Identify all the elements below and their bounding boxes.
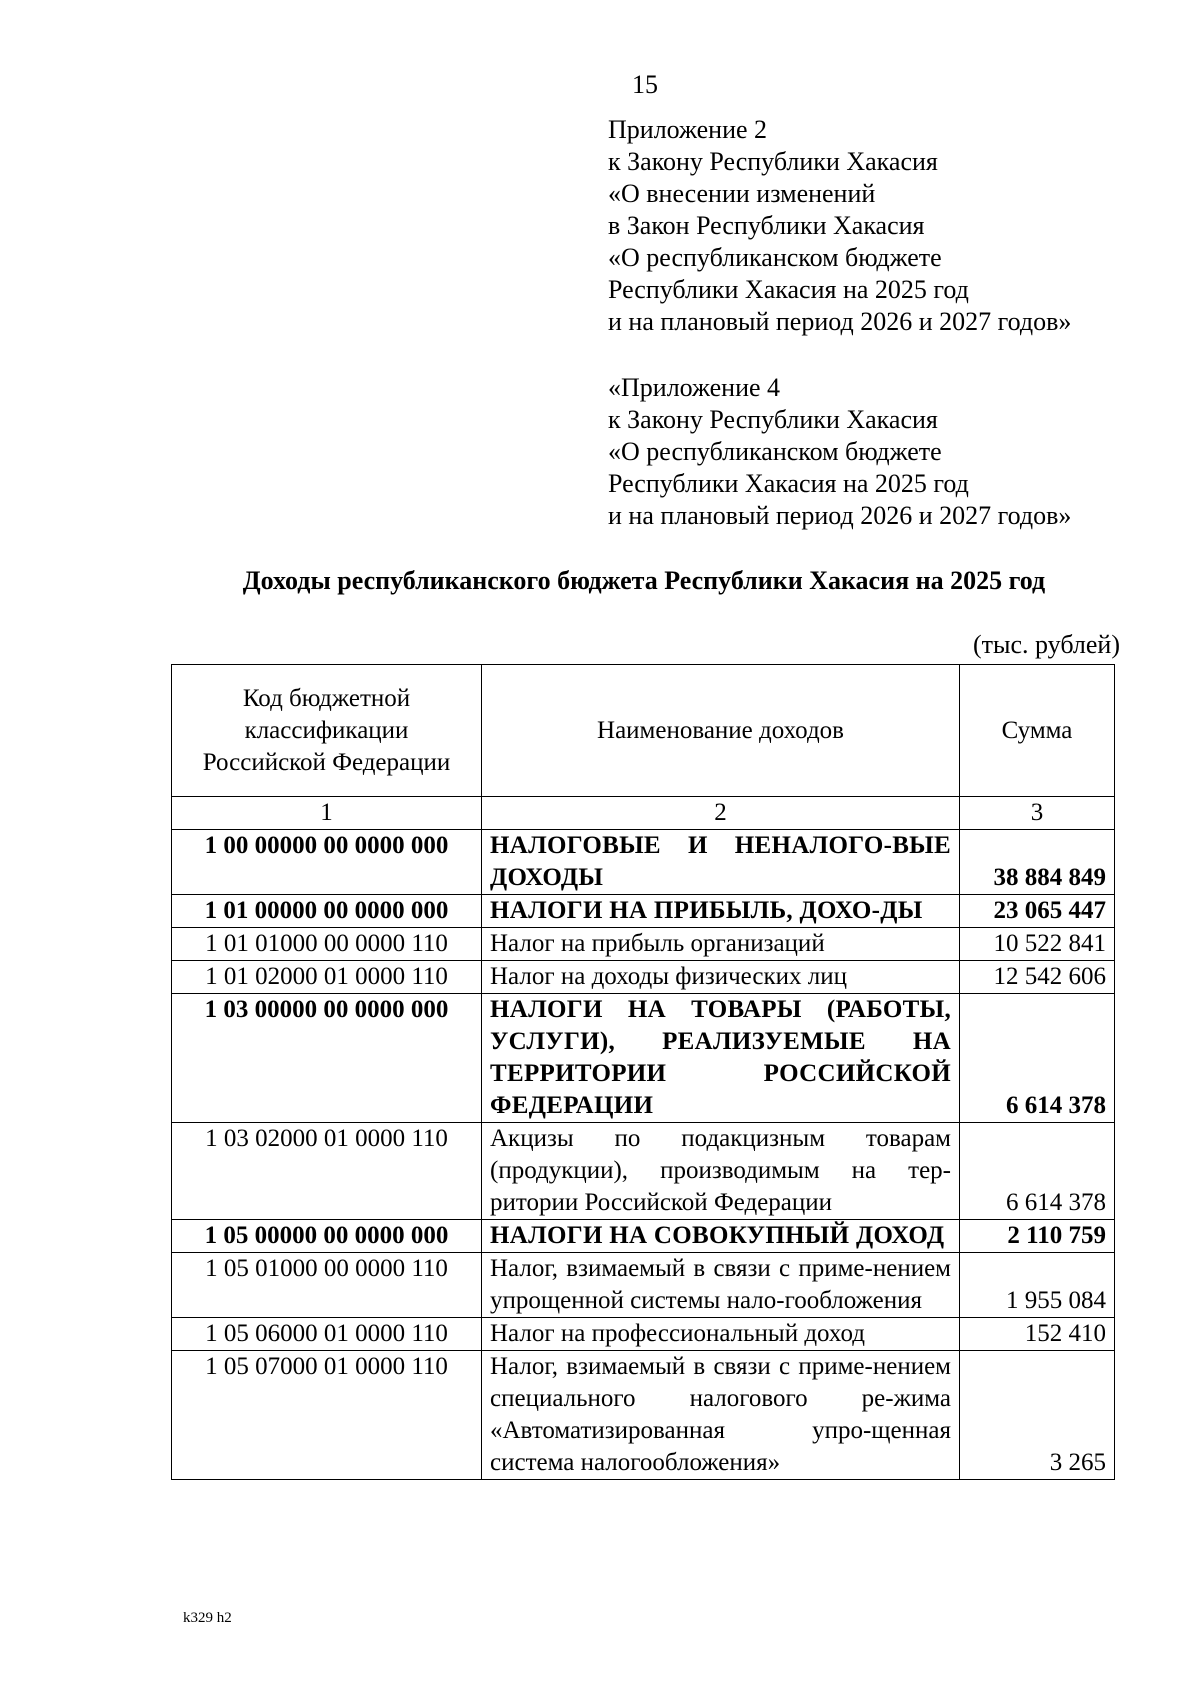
appendix-line: «О республиканском бюджете <box>608 243 942 272</box>
appendix-line: Республики Хакасия на 2025 год <box>608 469 969 498</box>
cell-name: НАЛОГИ НА СОВОКУПНЫЙ ДОХОД <box>482 1220 960 1253</box>
document-title: Доходы республиканского бюджета Республики Хакасия на 2025 год <box>242 566 1046 595</box>
table-row <box>172 1123 1115 1220</box>
appendix-line: и на плановый период 2026 и 2027 годов» <box>608 307 1072 336</box>
appendix-line: к Закону Республики Хакасия <box>608 147 938 176</box>
cell-amount: 2 110 759 <box>960 1220 1115 1253</box>
table-row <box>172 961 1115 994</box>
cell-code: 1 01 01000 00 0000 110 <box>172 928 482 961</box>
page-number: 15 <box>632 70 658 99</box>
column-number: 1 <box>172 797 482 830</box>
appendix-line: «О внесении изменений <box>608 179 876 208</box>
cell-amount: 3 265 <box>960 1351 1115 1480</box>
cell-name: Налог, взимаемый в связи с приме-нением упрощенной системы нало-гообложения <box>482 1253 960 1318</box>
column-number-row <box>172 797 1115 830</box>
appendix-line: и на плановый период 2026 и 2027 годов» <box>608 501 1072 530</box>
appendix-header <box>608 114 1071 338</box>
cell-code: 1 01 02000 01 0000 110 <box>172 961 482 994</box>
appendix-line: Приложение 2 <box>608 115 768 144</box>
cell-amount: 12 542 606 <box>960 961 1115 994</box>
units-label: (тыс. рублей) <box>972 630 1120 659</box>
appendix-line: Республики Хакасия на 2025 год <box>608 275 969 304</box>
column-number: 3 <box>960 797 1115 830</box>
cell-code: 1 01 00000 00 0000 000 <box>172 895 482 928</box>
cell-code: 1 05 07000 01 0000 110 <box>172 1351 482 1480</box>
cell-name: НАЛОГИ НА ТОВАРЫ (РАБОТЫ, УСЛУГИ), РЕАЛИЗУЕМЫЕ НА ТЕРРИТОРИИ РОССИЙСКОЙ ФЕДЕРАЦИИ <box>482 994 960 1123</box>
cell-name: Налог на доходы физических лиц <box>482 961 960 994</box>
table-row <box>172 830 1115 895</box>
cell-code: 1 03 02000 01 0000 110 <box>172 1123 482 1220</box>
cell-amount: 1 955 084 <box>960 1253 1115 1318</box>
cell-code: 1 05 06000 01 0000 110 <box>172 1318 482 1351</box>
appendix-line: «Приложение 4 <box>608 373 781 402</box>
cell-amount: 6 614 378 <box>960 994 1115 1123</box>
header-amount: Сумма <box>960 665 1115 797</box>
table-row <box>172 994 1115 1123</box>
footer-code: k329 h2 <box>183 1610 232 1626</box>
cell-name: НАЛОГИ НА ПРИБЫЛЬ, ДОХО-ДЫ <box>482 895 960 928</box>
table-row <box>172 1220 1115 1253</box>
table-body <box>172 830 1115 1480</box>
appendix-line: к Закону Республики Хакасия <box>608 405 938 434</box>
table-row <box>172 1253 1115 1318</box>
cell-name: Налог, взимаемый в связи с приме-нением специального налогового ре-жима «Автоматизированная упро-щенная система налогообложения» <box>482 1351 960 1480</box>
table-row <box>172 1351 1115 1480</box>
cell-name: НАЛОГОВЫЕ И НЕНАЛОГО-ВЫЕ ДОХОДЫ <box>482 830 960 895</box>
appendix-line: в Закон Республики Хакасия <box>608 211 925 240</box>
cell-name: Акцизы по подакцизным товарам (продукции), производимым на тер-ритории Российской Федерации <box>482 1123 960 1220</box>
cell-amount: 152 410 <box>960 1318 1115 1351</box>
revenue-table <box>171 664 1115 1480</box>
cell-amount: 23 065 447 <box>960 895 1115 928</box>
cell-code: 1 00 00000 00 0000 000 <box>172 830 482 895</box>
header-name: Наименование доходов <box>482 665 960 797</box>
cell-code: 1 05 00000 00 0000 000 <box>172 1220 482 1253</box>
appendix-line: «О республиканском бюджете <box>608 437 942 466</box>
cell-code: 1 05 01000 00 0000 110 <box>172 1253 482 1318</box>
cell-code: 1 03 00000 00 0000 000 <box>172 994 482 1123</box>
table-header-row <box>172 665 1115 797</box>
table-row <box>172 1318 1115 1351</box>
cell-amount: 10 522 841 <box>960 928 1115 961</box>
cell-amount: 38 884 849 <box>960 830 1115 895</box>
appendix-header-2 <box>608 372 1071 532</box>
column-number: 2 <box>482 797 960 830</box>
cell-amount: 6 614 378 <box>960 1123 1115 1220</box>
table-row <box>172 895 1115 928</box>
cell-name: Налог на профессиональный доход <box>482 1318 960 1351</box>
header-code: Код бюджетной классификации Российской Федерации <box>172 665 482 797</box>
cell-name: Налог на прибыль организаций <box>482 928 960 961</box>
table-row <box>172 928 1115 961</box>
